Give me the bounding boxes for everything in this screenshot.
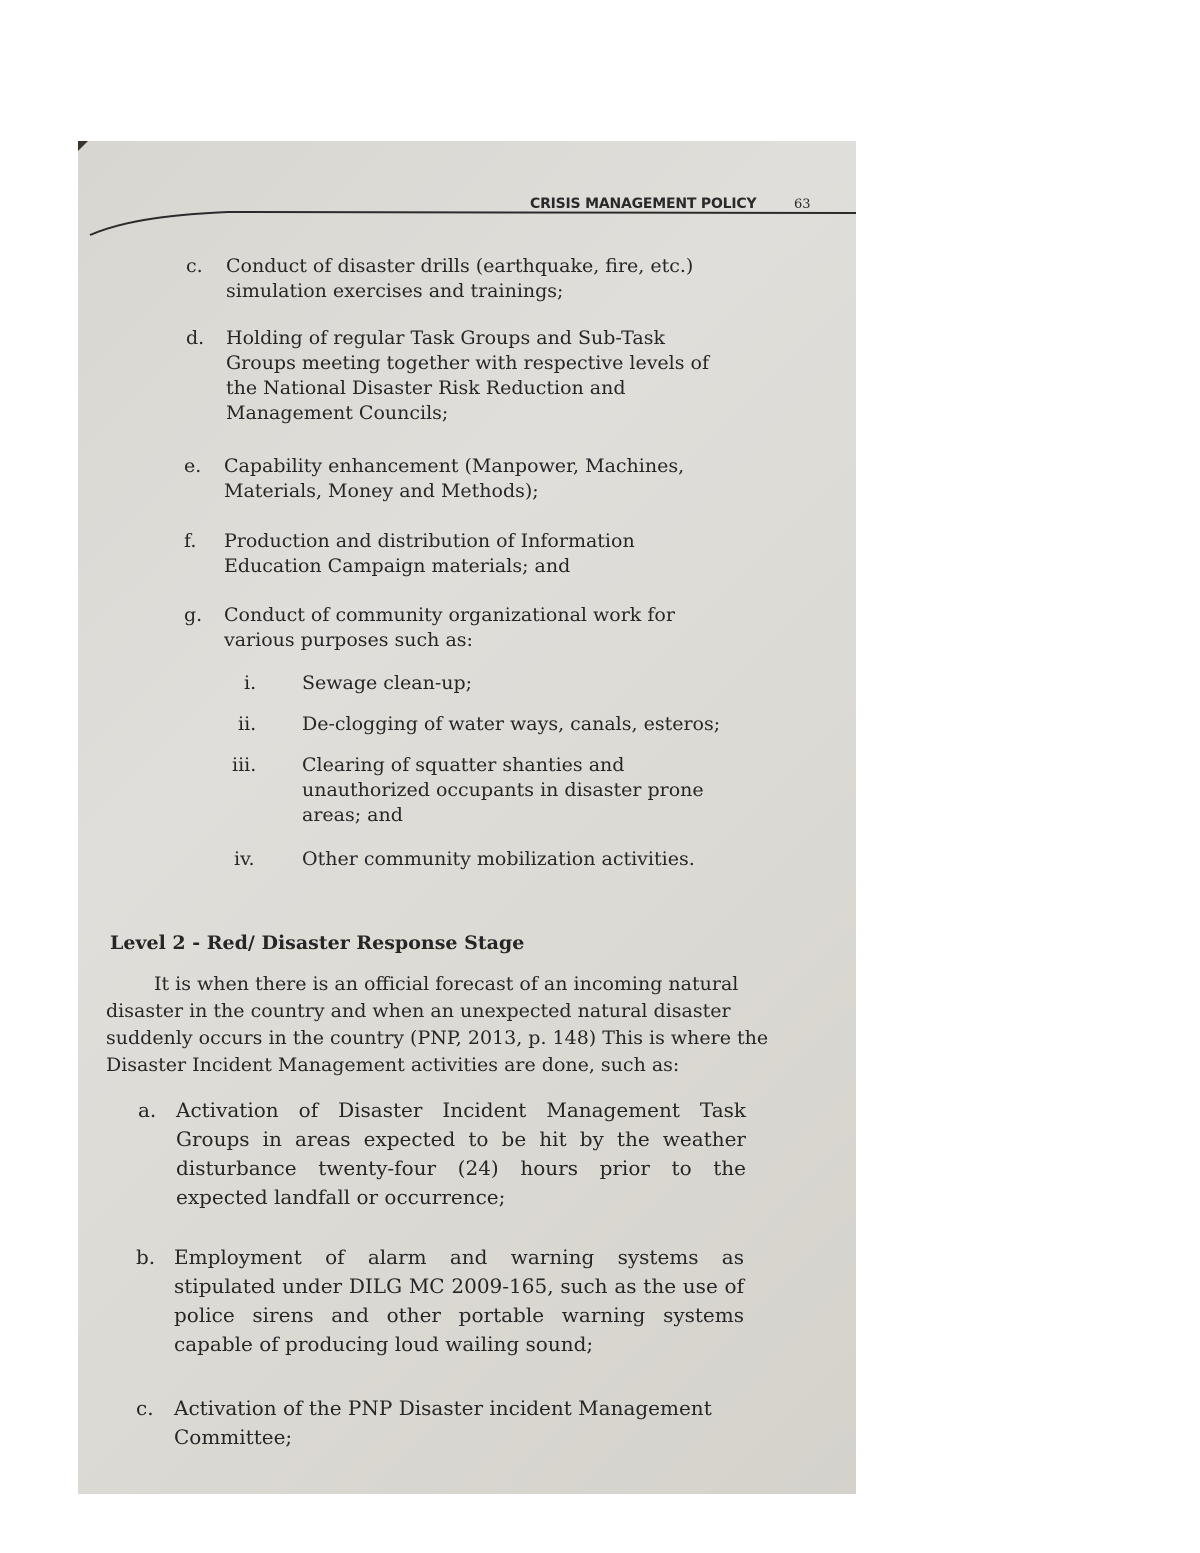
- list-item-text: Activation of Disaster Incident Management Task Groups in areas expected to be hit by the weather disturbance twenty-four (24) hours prior to the expected landfall or occurrence;: [176, 1098, 746, 1209]
- list-marker: g.: [184, 604, 203, 626]
- page-corner-shadow: [78, 141, 88, 151]
- list-item-text: Capability enhancement (Manpower, Machines, Materials, Money and Methods);: [224, 455, 685, 502]
- sublist-item-text: Sewage clean-up;: [302, 672, 473, 694]
- list-marker: b.: [136, 1245, 156, 1269]
- list-marker: e.: [184, 455, 202, 477]
- section-paragraph: It is when there is an official forecast of an incoming natural disaster in the country and when an unexpected natural disaster suddenly occurs in the country (PNP, 2013, p. 148) This is where the Disaster Incident Management activities are done, such as:: [106, 973, 769, 1076]
- list-marker: a.: [138, 1098, 157, 1122]
- list-marker: f.: [184, 530, 197, 552]
- list-item-text: Production and distribution of Information Education Campaign materials; and: [224, 530, 635, 577]
- sublist-marker: iii.: [232, 754, 257, 776]
- page-number: 63: [794, 197, 811, 212]
- list-marker: c.: [186, 255, 203, 277]
- sublist-item-text: Clearing of squatter shanties and unauthorized occupants in disaster prone areas; and: [302, 754, 704, 826]
- list-marker: c.: [136, 1396, 154, 1420]
- list-item-text: Conduct of disaster drills (earthquake, fire, etc.) simulation exercises and trainings;: [226, 255, 694, 302]
- sublist-marker: ii.: [238, 713, 257, 735]
- book-page-photo: [78, 141, 856, 1494]
- list-item-text: Holding of regular Task Groups and Sub-Task Groups meeting together with respective levels of the National Disaster Risk Reduction and Management Councils;: [226, 327, 710, 424]
- sublist-item-text: Other community mobilization activities.: [302, 848, 695, 870]
- sublist-marker: iv.: [234, 848, 255, 870]
- sublist-marker: i.: [244, 672, 257, 694]
- list-item-text: Employment of alarm and warning systems as stipulated under DILG MC 2009-165, such as the use of police sirens and other portable warning systems capable of producing loud wailing sound;: [174, 1245, 744, 1356]
- list-item-text: Conduct of community organizational work for various purposes such as:: [224, 604, 675, 651]
- sublist-item-text: De-clogging of water ways, canals, esteros;: [302, 713, 721, 735]
- section-heading: Level 2 - Red/ Disaster Response Stage: [110, 932, 525, 954]
- running-title: CRISIS MANAGEMENT POLICY: [530, 196, 757, 212]
- list-marker: d.: [186, 327, 205, 349]
- list-item-text: Activation of the PNP Disaster incident Management Committee;: [174, 1396, 712, 1449]
